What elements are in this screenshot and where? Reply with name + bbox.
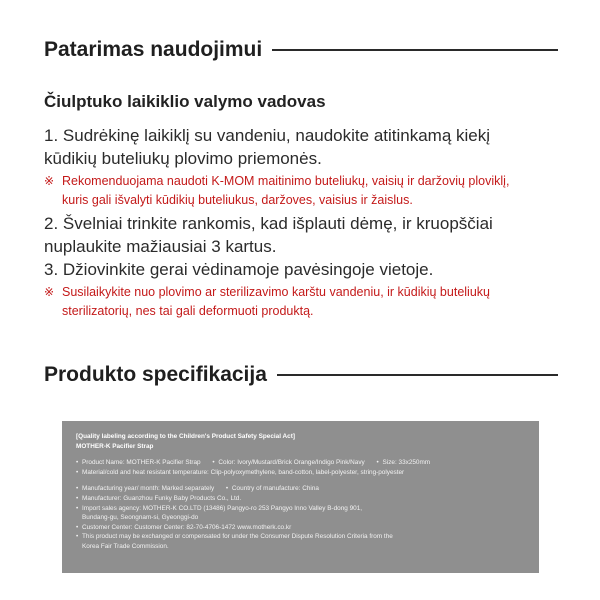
note-1-line-1: Rekomenduojama naudoti K-MOM maitinimo buteliukų, vaisių ir daržovių ploviklį, [62,174,510,188]
bullet-icon: • [376,459,379,467]
bullet-icon: • [76,533,79,541]
spec-exchange-1: This product may be exchanged or compensated for under the Consumer Dispute Resolution Criteria from the [82,533,393,541]
reference-mark-icon: ※ [44,285,55,299]
spec-manufacturer-line [76,494,525,504]
spec-size: Size: 33x250mm [382,459,431,467]
spec-product-line [76,458,525,468]
bullet-icon: • [76,504,79,512]
bullet-icon: • [76,494,79,502]
note-2 [44,283,564,321]
spec-product-name: Product Name: MOTHER-K Pacifier Strap [82,459,201,467]
spec-material: Material/cold and heat resistant temperature: Clip-polyoxymethylene, band-cotton, label-polyester, string-polyester [82,468,405,476]
step-2-line-2: nuplaukite mažiausiai 3 kartus. [44,237,277,256]
usage-section-header [44,38,558,62]
cleaning-guide-subtitle: Čiulptuko laikiklio valymo vadovas [44,92,326,111]
step-3 [44,258,564,281]
spec-import-line [76,504,525,514]
note-2-line-2: sterilizatorių, nes tai gali deformuoti produktą. [62,304,314,318]
spec-section-header [44,363,558,387]
bullet-icon: • [212,459,215,467]
spec-box-title-1: [Quality labeling according to the Children's Product Safety Special Act] [76,433,295,440]
bullet-icon: • [76,459,79,467]
spec-color: Color: Ivory/Mustard/Brick Orange/Indigo Pink/Navy [218,459,365,467]
step-2 [44,212,564,258]
spec-manufacturer: Manufacturer: Guanzhou Funky Baby Products Co., Ltd. [82,494,242,502]
spec-manufacturing-date: Manufacturing year/ month: Marked separately [82,485,215,493]
spec-exchange-2: Korea Fair Trade Commission. [82,542,169,550]
bullet-icon: • [225,485,229,493]
usage-heading-rule [272,49,558,51]
bullet-icon: • [76,468,79,476]
spec-customer-center: Customer Center: Customer Center: 82-70-4706-1472 www.motherk.co.kr [82,523,292,531]
step-2-line-1: 2. Švelniai trinkite rankomis, kad išplauti dėmę, ir kruopščiai [44,214,493,233]
spec-material-line [76,468,525,478]
spec-import-agency: Import sales agency: MOTHER-K CO.LTD (13486) Pangyo-ro 253 Pangyo Inno Valley B-dong 901, [82,504,363,512]
step-3-line: 3. Džiovinkite gerai vėdinamoje pavėsingoje vietoje. [44,260,434,279]
bullet-icon: • [76,523,79,531]
step-1-line-1: 1. Sudrėkinę laikiklį su vandeniu, naudokite atitinkamą kiekį [44,126,491,145]
usage-heading: Patarimas naudojimui [44,38,263,61]
note-2-line-1: Susilaikykite nuo plovimo ar sterilizavimo karštu vandeniu, ir kūdikių buteliukų [62,285,490,299]
cleaning-steps [44,124,564,323]
note-1-line-2: kuris gali išvalyti kūdikių buteliukus, daržoves, vaisius ir žaislus. [62,193,413,207]
step-1 [44,124,564,170]
spec-box-title-2: MOTHER-K Pacifier Strap [76,442,154,450]
spec-manufacturing-line [76,484,525,494]
spec-heading-rule [277,374,558,376]
spec-heading: Produkto specifikacija [44,363,267,386]
note-1 [44,172,564,210]
spec-country: Country of manufacture: China [231,485,319,493]
reference-mark-icon: ※ [44,174,55,188]
step-1-line-2: kūdikių buteliukų plovimo priemonės. [44,149,322,168]
spec-customer-line [76,523,525,533]
bullet-icon: • [76,485,79,493]
spec-label-box [62,421,539,573]
spec-import-address: Bundang-gu, Seongnam-si, Gyeonggi-do [82,514,199,522]
spec-exchange-line [76,532,525,542]
